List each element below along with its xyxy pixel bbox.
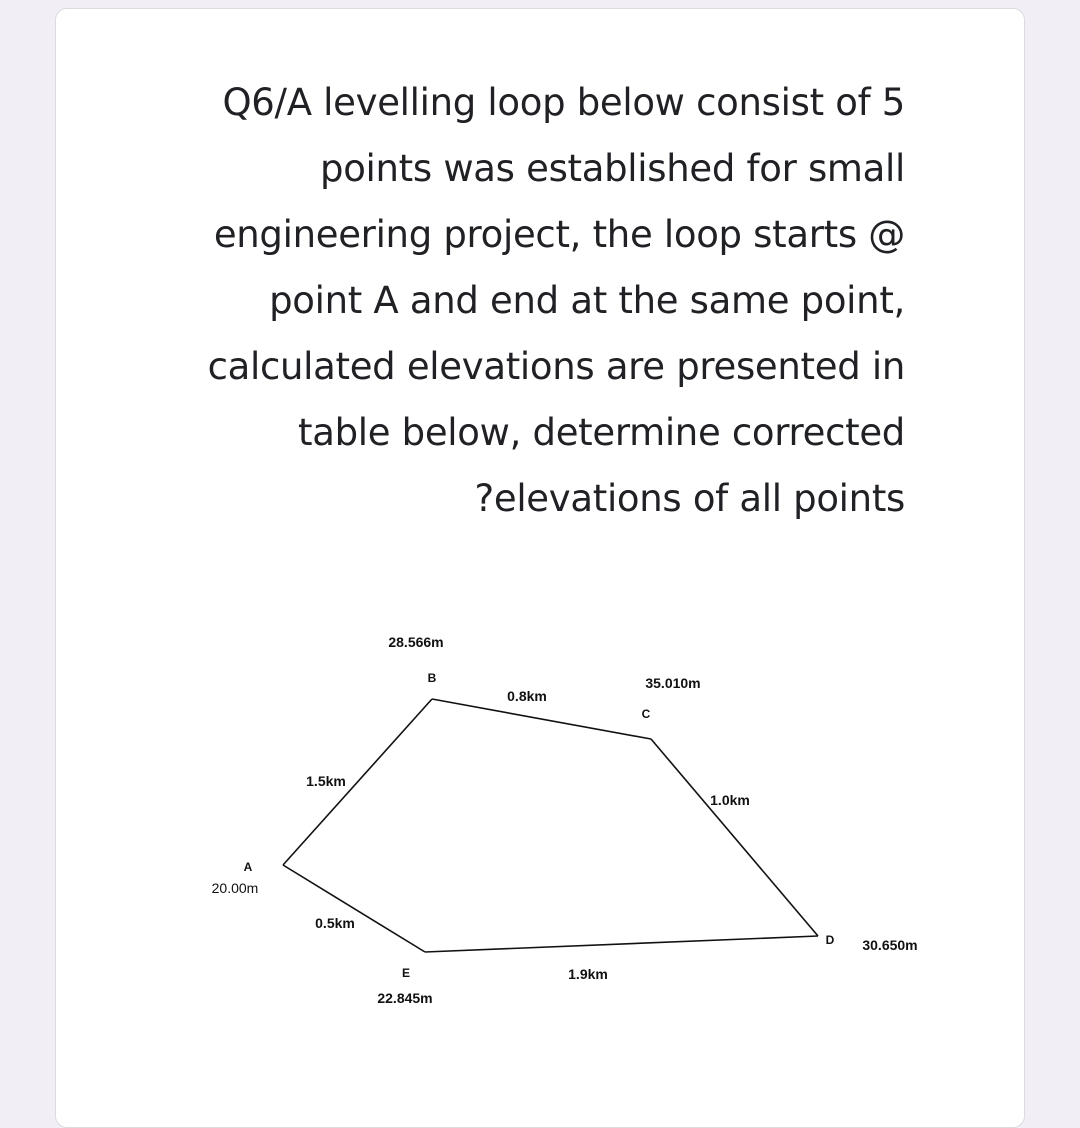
leg-a-b-distance: 1.5km <box>306 773 346 789</box>
point-a-elevation: 20.00m <box>211 880 259 896</box>
leg-c-d-distance: 1.0km <box>710 792 750 808</box>
question-line-4: point A and end at the same point, <box>269 279 905 322</box>
question-line-7: ?elevations of all points <box>474 477 905 520</box>
leg-b-c <box>432 699 651 739</box>
question-line-6: table below, determine corrected <box>297 411 905 454</box>
point-c-label: C <box>641 707 651 721</box>
question-line-3: engineering project, the loop starts @ <box>213 213 905 256</box>
point-b-label: B <box>427 671 437 685</box>
point-e-label: E <box>401 966 411 980</box>
point-e-elevation: 22.845m <box>377 990 433 1006</box>
leg-d-e <box>425 936 818 952</box>
leg-d-e-distance: 1.9km <box>568 966 608 982</box>
leg-e-a <box>283 865 425 952</box>
leg-c-d <box>651 739 818 936</box>
point-b-elevation: 28.566m <box>388 634 444 650</box>
question-line-1: Q6/A levelling loop below consist of 5 <box>222 81 905 124</box>
point-d-label: D <box>825 933 835 947</box>
point-d-elevation: 30.650m <box>862 937 918 953</box>
question-line-2: points was established for small <box>320 147 905 190</box>
question-line-5: calculated elevations are presented in <box>207 345 905 388</box>
leg-e-a-distance: 0.5km <box>315 915 355 931</box>
point-a-label: A <box>243 860 253 874</box>
point-c-elevation: 35.010m <box>645 675 701 691</box>
leg-b-c-distance: 0.8km <box>507 688 547 704</box>
